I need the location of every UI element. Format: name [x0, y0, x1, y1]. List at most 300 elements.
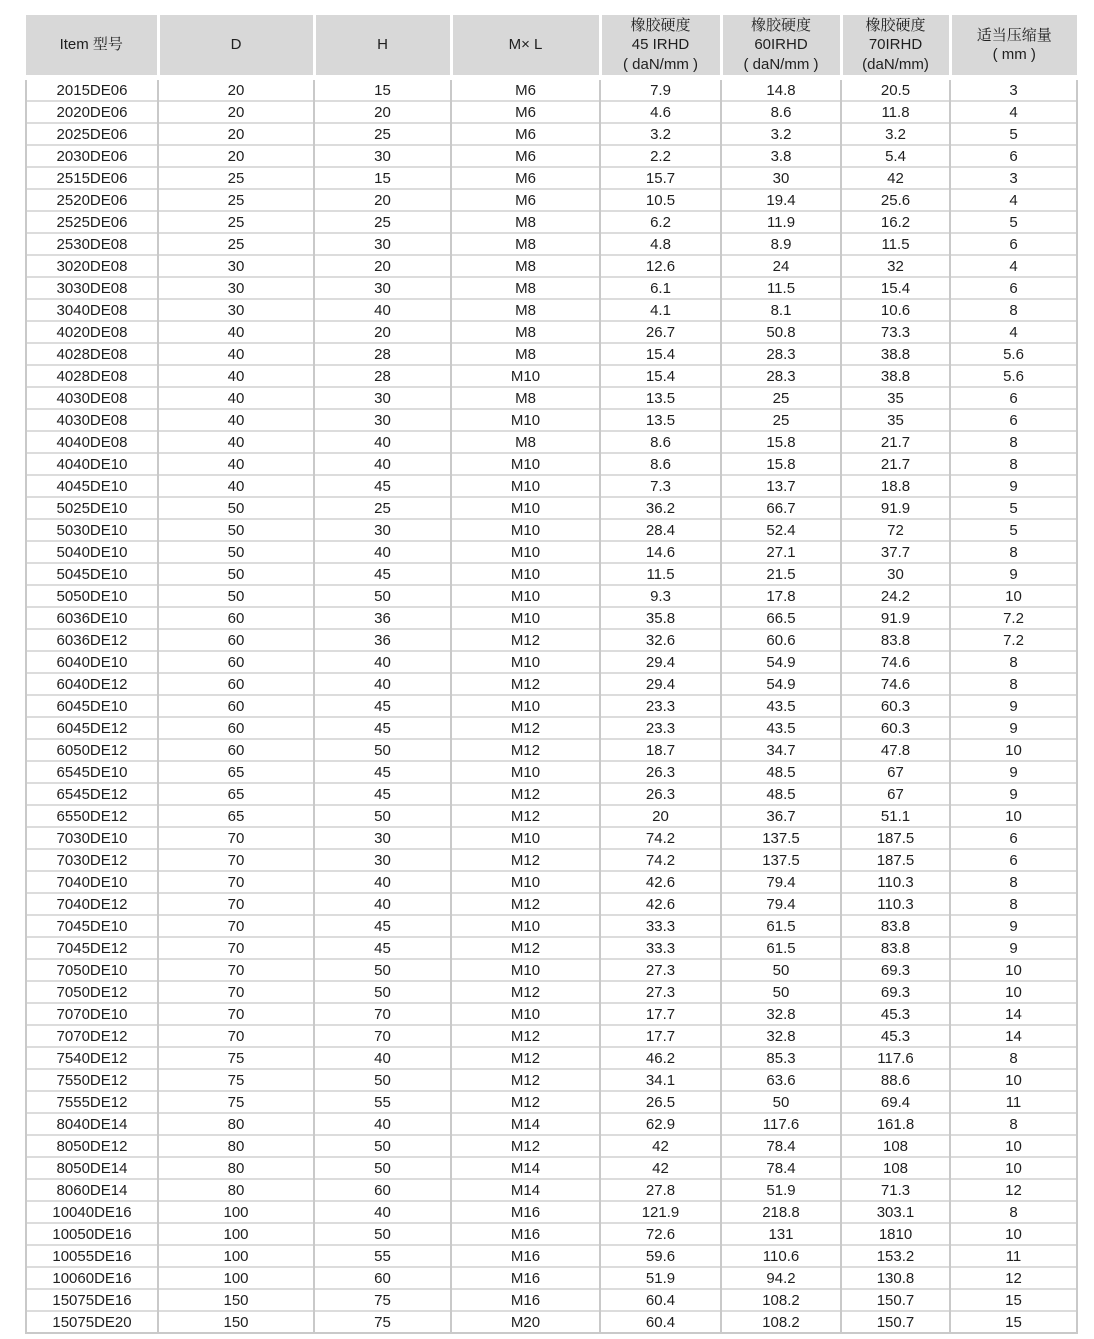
table-cell: 121.9 [600, 1201, 721, 1223]
table-cell: 9 [950, 783, 1077, 805]
table-cell: 12 [950, 1267, 1077, 1289]
table-cell: 137.5 [721, 827, 841, 849]
table-cell: 36 [314, 629, 451, 651]
header-row [26, 15, 1077, 78]
table-cell: 6 [950, 827, 1077, 849]
table-cell: 60.4 [600, 1289, 721, 1311]
table-row [26, 651, 1077, 673]
table-cell: 40 [314, 673, 451, 695]
table-cell: 60 [158, 739, 314, 761]
table-row [26, 1157, 1077, 1179]
table-cell: 150.7 [841, 1311, 950, 1333]
table-cell: M12 [451, 1047, 600, 1069]
table-cell: 25 [158, 189, 314, 211]
table-cell: 73.3 [841, 321, 950, 343]
table-cell: 5 [950, 123, 1077, 145]
table-row [26, 827, 1077, 849]
table-cell: 66.7 [721, 497, 841, 519]
table-row [26, 453, 1077, 475]
table-cell: 79.4 [721, 871, 841, 893]
table-row [26, 78, 1077, 102]
table-cell: 54.9 [721, 673, 841, 695]
table-row [26, 585, 1077, 607]
table-cell: M10 [451, 365, 600, 387]
table-cell: M12 [451, 673, 600, 695]
table-cell: 30 [314, 233, 451, 255]
table-cell: 4045DE10 [26, 475, 158, 497]
table-cell: 6 [950, 233, 1077, 255]
column-header-line: 橡胶硬度 [750, 17, 811, 35]
table-cell: M10 [451, 959, 600, 981]
table-cell: M12 [451, 937, 600, 959]
table-cell: 7540DE12 [26, 1047, 158, 1069]
table-cell: 30 [314, 277, 451, 299]
table-cell: 8.1 [721, 299, 841, 321]
table-cell: M8 [451, 431, 600, 453]
table-row [26, 475, 1077, 497]
table-cell: M6 [451, 189, 600, 211]
table-cell: 75 [314, 1311, 451, 1333]
column-header-line: H [377, 36, 388, 54]
table-row [26, 1201, 1077, 1223]
table-row [26, 1179, 1077, 1201]
table-cell: 15.7 [600, 167, 721, 189]
table-cell: 6036DE10 [26, 607, 158, 629]
table-cell: 45 [314, 717, 451, 739]
table-cell: 35 [841, 387, 950, 409]
column-header-line: ( mm ) [992, 46, 1036, 63]
table-cell: 55 [314, 1245, 451, 1267]
table-cell: M16 [451, 1267, 600, 1289]
table-cell: 50 [158, 497, 314, 519]
table-cell: 40 [314, 1047, 451, 1069]
table-cell: M10 [451, 695, 600, 717]
table-cell: 21.7 [841, 453, 950, 475]
table-row [26, 321, 1077, 343]
table-cell: 3.2 [721, 123, 841, 145]
table-cell: 61.5 [721, 915, 841, 937]
table-cell: 5.4 [841, 145, 950, 167]
table-cell: M12 [451, 893, 600, 915]
table-cell: 8060DE14 [26, 1179, 158, 1201]
table-cell: 9 [950, 915, 1077, 937]
table-cell: 4040DE08 [26, 431, 158, 453]
table-cell: 7550DE12 [26, 1069, 158, 1091]
table-cell: 18.8 [841, 475, 950, 497]
table-cell: 117.6 [841, 1047, 950, 1069]
table-cell: 10 [950, 805, 1077, 827]
table-cell: 10 [950, 1069, 1077, 1091]
table-cell: M8 [451, 255, 600, 277]
table-row [26, 189, 1077, 211]
table-cell: M10 [451, 915, 600, 937]
table-cell: 4 [950, 255, 1077, 277]
table-cell: M12 [451, 1069, 600, 1091]
table-cell: M10 [451, 607, 600, 629]
table-cell: 303.1 [841, 1201, 950, 1223]
table-cell: 48.5 [721, 783, 841, 805]
table-cell: 7555DE12 [26, 1091, 158, 1113]
table-cell: 8050DE12 [26, 1135, 158, 1157]
table-cell: 6050DE12 [26, 739, 158, 761]
column-header [314, 15, 451, 78]
table-cell: M10 [451, 453, 600, 475]
table-row [26, 783, 1077, 805]
table-cell: 2515DE06 [26, 167, 158, 189]
table-cell: 45 [314, 475, 451, 497]
table-cell: 38.8 [841, 343, 950, 365]
table-cell: 60 [158, 629, 314, 651]
table-cell: 5030DE10 [26, 519, 158, 541]
table-row [26, 937, 1077, 959]
table-cell: 4040DE10 [26, 453, 158, 475]
table-cell: 7.3 [600, 475, 721, 497]
table-cell: 50 [721, 981, 841, 1003]
table-row [26, 1289, 1077, 1311]
table-row [26, 871, 1077, 893]
table-cell: M16 [451, 1289, 600, 1311]
table-cell: 9 [950, 475, 1077, 497]
table-cell: 3.8 [721, 145, 841, 167]
table-cell: 11 [950, 1091, 1077, 1113]
table-cell: 15 [950, 1311, 1077, 1333]
table-cell: M10 [451, 827, 600, 849]
table-cell: 6036DE12 [26, 629, 158, 651]
table-cell: 24 [721, 255, 841, 277]
table-cell: 15.4 [600, 343, 721, 365]
table-cell: 8 [950, 893, 1077, 915]
table-cell: M12 [451, 981, 600, 1003]
table-cell: 4.6 [600, 101, 721, 123]
table-row [26, 1091, 1077, 1113]
table-row [26, 915, 1077, 937]
table-cell: 20 [158, 145, 314, 167]
table-row [26, 519, 1077, 541]
table-cell: 218.8 [721, 1201, 841, 1223]
table-cell: 83.8 [841, 937, 950, 959]
table-cell: M16 [451, 1223, 600, 1245]
table-cell: 80 [158, 1157, 314, 1179]
table-cell: 8 [950, 299, 1077, 321]
table-cell: 50 [314, 1157, 451, 1179]
table-cell: 25 [314, 497, 451, 519]
table-cell: 3030DE08 [26, 277, 158, 299]
table-cell: 7030DE12 [26, 849, 158, 871]
table-cell: 100 [158, 1245, 314, 1267]
table-cell: 6550DE12 [26, 805, 158, 827]
table-cell: 187.5 [841, 827, 950, 849]
table-cell: 21.5 [721, 563, 841, 585]
table-cell: 108.2 [721, 1311, 841, 1333]
table-row [26, 959, 1077, 981]
table-cell: 9 [950, 761, 1077, 783]
table-cell: 91.9 [841, 607, 950, 629]
table-cell: 78.4 [721, 1157, 841, 1179]
table-cell: 12.6 [600, 255, 721, 277]
table-cell: 40 [158, 431, 314, 453]
table-cell: 70 [158, 1003, 314, 1025]
table-cell: 13.7 [721, 475, 841, 497]
table-cell: 40 [314, 651, 451, 673]
table-cell: 38.8 [841, 365, 950, 387]
table-row [26, 1025, 1077, 1047]
table-cell: 8040DE14 [26, 1113, 158, 1135]
table-cell: 8050DE14 [26, 1157, 158, 1179]
table-cell: 8 [950, 431, 1077, 453]
table-cell: 2530DE08 [26, 233, 158, 255]
table-cell: 32.8 [721, 1025, 841, 1047]
table-cell: 20 [158, 123, 314, 145]
table-cell: 130.8 [841, 1267, 950, 1289]
table-cell: 2.2 [600, 145, 721, 167]
table-cell: 80 [158, 1113, 314, 1135]
table-cell: 20 [158, 78, 314, 102]
table-cell: M12 [451, 629, 600, 651]
table-cell: 8 [950, 541, 1077, 563]
table-cell: 4028DE08 [26, 365, 158, 387]
table-cell: 50 [158, 563, 314, 585]
table-cell: M8 [451, 299, 600, 321]
table-cell: 2520DE06 [26, 189, 158, 211]
table-cell: 67 [841, 761, 950, 783]
table-cell: 6040DE12 [26, 673, 158, 695]
table-cell: 2025DE06 [26, 123, 158, 145]
table-cell: 30 [314, 519, 451, 541]
table-cell: 3020DE08 [26, 255, 158, 277]
column-header [950, 15, 1077, 78]
table-cell: 8.6 [721, 101, 841, 123]
table-cell: 8 [950, 453, 1077, 475]
table-cell: 10 [950, 739, 1077, 761]
table-cell: 62.9 [600, 1113, 721, 1135]
table-cell: 50 [721, 1091, 841, 1113]
table-cell: 7070DE10 [26, 1003, 158, 1025]
table-cell: 9 [950, 695, 1077, 717]
table-cell: 74.6 [841, 651, 950, 673]
column-header-line: 60IRHD [754, 36, 808, 54]
table-row [26, 695, 1077, 717]
table-cell: 60 [158, 717, 314, 739]
table-row [26, 629, 1077, 651]
table-row [26, 343, 1077, 365]
table-cell: 10.6 [841, 299, 950, 321]
table-cell: 6545DE12 [26, 783, 158, 805]
table-cell: 50 [158, 519, 314, 541]
table-cell: 8 [950, 673, 1077, 695]
table-cell: 60 [158, 607, 314, 629]
table-cell: 10050DE16 [26, 1223, 158, 1245]
table-cell: M8 [451, 321, 600, 343]
table-cell: 46.2 [600, 1047, 721, 1069]
table-cell: 20 [314, 189, 451, 211]
table-cell: 50 [314, 1069, 451, 1091]
table-cell: 7.9 [600, 78, 721, 102]
table-cell: 10060DE16 [26, 1267, 158, 1289]
table-cell: 70 [158, 959, 314, 981]
table-row [26, 1047, 1077, 1069]
table-cell: 5 [950, 211, 1077, 233]
table-cell: 42.6 [600, 871, 721, 893]
table-cell: 80 [158, 1179, 314, 1201]
table-cell: 42.6 [600, 893, 721, 915]
table-cell: 27.8 [600, 1179, 721, 1201]
table-cell: 25 [314, 211, 451, 233]
table-cell: 83.8 [841, 629, 950, 651]
table-cell: M10 [451, 475, 600, 497]
table-row [26, 1267, 1077, 1289]
table-cell: 3 [950, 78, 1077, 102]
table-cell: 36 [314, 607, 451, 629]
table-cell: 6 [950, 277, 1077, 299]
table-cell: 4.8 [600, 233, 721, 255]
column-header [841, 15, 950, 78]
table-cell: 10 [950, 981, 1077, 1003]
table-cell: 70 [158, 827, 314, 849]
table-row [26, 563, 1077, 585]
table-cell: 50 [721, 959, 841, 981]
table-cell: 6045DE12 [26, 717, 158, 739]
table-cell: 36.2 [600, 497, 721, 519]
table-cell: 30 [721, 167, 841, 189]
table-cell: 10.5 [600, 189, 721, 211]
table-cell: 10 [950, 1135, 1077, 1157]
table-cell: 88.6 [841, 1069, 950, 1091]
table-cell: 50.8 [721, 321, 841, 343]
table-cell: M12 [451, 849, 600, 871]
table-cell: 4030DE08 [26, 409, 158, 431]
table-cell: 50 [314, 585, 451, 607]
table-cell: 30 [158, 255, 314, 277]
table-cell: 150 [158, 1311, 314, 1333]
table-cell: 7070DE12 [26, 1025, 158, 1047]
table-cell: 5 [950, 519, 1077, 541]
table-cell: 25.6 [841, 189, 950, 211]
table-cell: 17.8 [721, 585, 841, 607]
table-cell: M10 [451, 497, 600, 519]
table-cell: 10 [950, 585, 1077, 607]
table-cell: 15075DE20 [26, 1311, 158, 1333]
table-cell: 74.2 [600, 827, 721, 849]
table-cell: M12 [451, 805, 600, 827]
table-cell: 50 [314, 739, 451, 761]
table-cell: 110.6 [721, 1245, 841, 1267]
table-cell: 30 [314, 827, 451, 849]
table-cell: 29.4 [600, 673, 721, 695]
table-cell: 47.8 [841, 739, 950, 761]
table-cell: 11.5 [600, 563, 721, 585]
table-cell: 60 [314, 1267, 451, 1289]
table-cell: 20 [600, 805, 721, 827]
table-cell: 69.3 [841, 959, 950, 981]
table-cell: 17.7 [600, 1003, 721, 1025]
table-cell: 70 [158, 937, 314, 959]
table-cell: 34.1 [600, 1069, 721, 1091]
column-header [158, 15, 314, 78]
table-cell: 3.2 [841, 123, 950, 145]
table-cell: 61.5 [721, 937, 841, 959]
table-row [26, 145, 1077, 167]
table-row [26, 1223, 1077, 1245]
table-cell: 21.7 [841, 431, 950, 453]
table-cell: 45 [314, 695, 451, 717]
table-cell: 25 [721, 409, 841, 431]
table-cell: 7040DE10 [26, 871, 158, 893]
table-cell: 40 [158, 475, 314, 497]
table-cell: M6 [451, 167, 600, 189]
table-row [26, 365, 1077, 387]
table-row [26, 673, 1077, 695]
table-cell: M16 [451, 1245, 600, 1267]
table-cell: 8.6 [600, 453, 721, 475]
table-cell: 45 [314, 937, 451, 959]
table-cell: 11.5 [841, 233, 950, 255]
table-cell: 9 [950, 563, 1077, 585]
table-cell: 25 [314, 123, 451, 145]
table-cell: 69.3 [841, 981, 950, 1003]
table-cell: 150 [158, 1289, 314, 1311]
table-cell: 40 [158, 343, 314, 365]
table-cell: 50 [314, 959, 451, 981]
table-cell: 42 [600, 1157, 721, 1179]
table-row [26, 431, 1077, 453]
table-cell: 60.6 [721, 629, 841, 651]
table-cell: 72.6 [600, 1223, 721, 1245]
table-row [26, 299, 1077, 321]
table-cell: M8 [451, 277, 600, 299]
table-cell: 4 [950, 101, 1077, 123]
table-row [26, 739, 1077, 761]
table-cell: 30 [314, 387, 451, 409]
table-cell: M10 [451, 541, 600, 563]
table-cell: 32.8 [721, 1003, 841, 1025]
column-header-line: 适当压缩量 [976, 26, 1052, 44]
table-cell: M6 [451, 101, 600, 123]
column-header-line: Item 型号 [59, 36, 123, 54]
table-cell: 6045DE10 [26, 695, 158, 717]
table-cell: M8 [451, 343, 600, 365]
table-cell: M6 [451, 123, 600, 145]
table-cell: 8.9 [721, 233, 841, 255]
table-cell: 60.3 [841, 695, 950, 717]
table-cell: 75 [158, 1091, 314, 1113]
table-row [26, 1311, 1077, 1333]
table-cell: 45 [314, 783, 451, 805]
table-cell: M14 [451, 1113, 600, 1135]
table-cell: 18.7 [600, 739, 721, 761]
table-cell: 24.2 [841, 585, 950, 607]
table-cell: 50 [314, 1135, 451, 1157]
table-cell: 34.7 [721, 739, 841, 761]
table-cell: 10 [950, 959, 1077, 981]
table-cell: 28 [314, 343, 451, 365]
table-cell: 60.4 [600, 1311, 721, 1333]
table-cell: 100 [158, 1267, 314, 1289]
table-cell: 25 [721, 387, 841, 409]
table-cell: M6 [451, 78, 600, 102]
table-cell: 35 [841, 409, 950, 431]
table-cell: 11.8 [841, 101, 950, 123]
table-cell: 4020DE08 [26, 321, 158, 343]
table-row [26, 277, 1077, 299]
table-cell: 110.3 [841, 893, 950, 915]
table-cell: M12 [451, 783, 600, 805]
table-cell: 25 [158, 167, 314, 189]
table-cell: 8 [950, 1113, 1077, 1135]
table-cell: 108 [841, 1135, 950, 1157]
table-cell: 43.5 [721, 695, 841, 717]
table-cell: M10 [451, 651, 600, 673]
table-cell: 33.3 [600, 915, 721, 937]
